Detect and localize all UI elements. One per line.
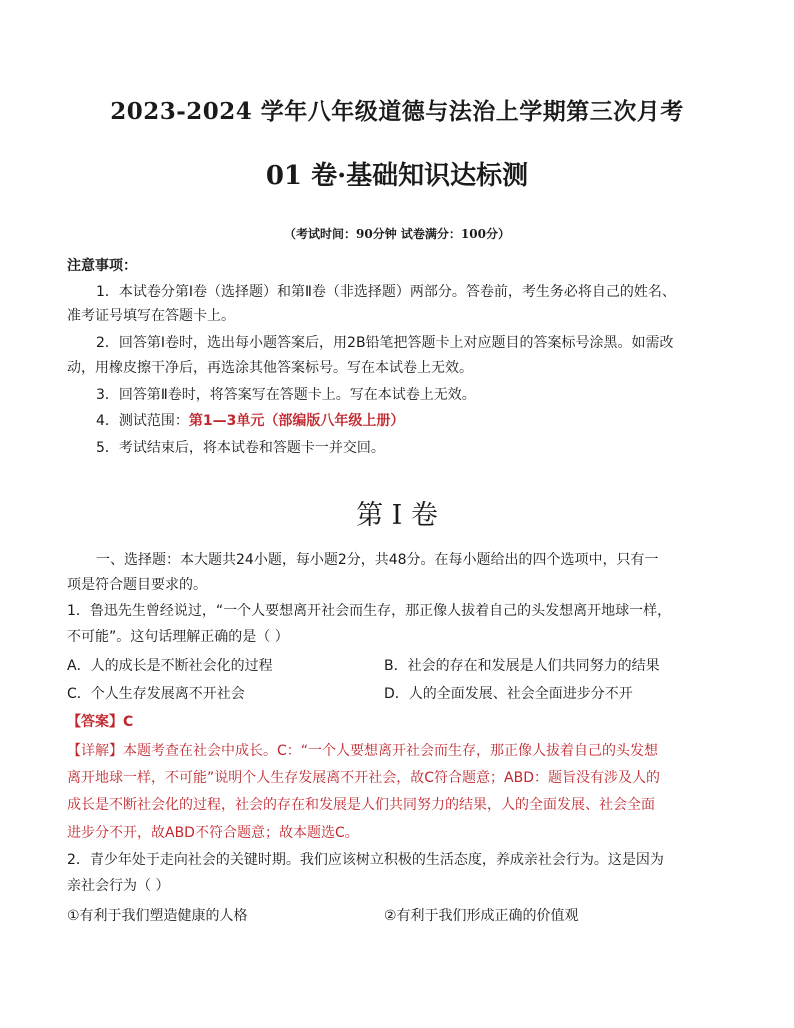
notice-heading: 注意事项： <box>67 258 137 274</box>
notice-item-2-line-2: 动，用橡皮擦干净后，再选涂其他答案标号。写在本试卷上无效。 <box>67 360 473 376</box>
section-title: 第 I 卷 <box>356 500 438 531</box>
notice-item-2-line-1: 2．回答第Ⅰ卷时，选出每小题答案后，用2B铅笔把答题卡上对应题目的答案标号涂黑。如需改 <box>96 335 674 351</box>
q2-stem-line-1: 2．青少年处于走向社会的关键时期。我们应该树立积极的生活态度，养成亲社会行为。这是因为 <box>67 852 664 868</box>
q1-option-b: B．社会的存在和发展是人们共同努力的结果 <box>384 658 660 674</box>
notice-item-3: 3．回答第Ⅱ卷时，将答案写在答题卡上。写在本试卷上无效。 <box>96 387 476 403</box>
notice-item-4 <box>96 407 404 435</box>
q2-option-1: ①有利于我们塑造健康的人格 <box>67 908 248 924</box>
exam-title: 2023-2024 学年八年级道德与法治上学期第三次月考 <box>110 98 684 125</box>
q1-stem-line-2: 不可能”。这句话理解正确的是（ ） <box>67 629 289 645</box>
notice-item-5: 5．考试结束后，将本试卷和答题卡一并交回。 <box>96 440 385 456</box>
notice-item-4-prefix: 4．测试范围： <box>96 413 189 429</box>
part-one-line-2: 项是符合题目要求的。 <box>67 577 207 593</box>
exam-info: （考试时间：90分钟 试卷满分：100分） <box>284 227 510 241</box>
notice-item-1-line-1: 1．本试卷分第Ⅰ卷（选择题）和第Ⅱ卷（非选择题）两部分。答卷前，考生务必将自己的姓名、 <box>96 284 676 300</box>
q1-detail-line-3: 成长是不断社会化的过程，社会的存在和发展是人们共同努力的结果，人的全面发展、社会全面 <box>67 797 655 813</box>
notice-item-1-line-2: 准考证号填写在答题卡上。 <box>67 308 235 324</box>
q1-detail-line-4: 进步分不开，故ABD不符合题意；故本题选C。 <box>67 825 359 841</box>
q1-stem-line-1: 1．鲁迅先生曾经说过，“一个人要想离开社会而生存，那正像人拔着自己的头发想离开地球一样， <box>67 603 672 619</box>
q1-option-c: C．个人生存发展离不开社会 <box>67 686 245 702</box>
q1-detail-line-2: 离开地球一样，不可能”说明个人生存发展离不开社会，故C符合题意；ABD：题旨没有涉及人的 <box>67 770 660 786</box>
test-scope: 第1—3单元（部编版八年级上册） <box>188 413 405 429</box>
q1-detail-line-1: 【详解】本题考查在社会中成长。C：“一个人要想离开社会而生存，那正像人拔着自己的头发想 <box>67 743 659 759</box>
q2-stem-line-2: 亲社会行为（ ） <box>67 878 170 894</box>
q2-option-2: ②有利于我们形成正确的价值观 <box>384 908 579 924</box>
q1-option-d: D．人的全面发展、社会全面进步分不开 <box>384 686 633 702</box>
q1-option-a: A．人的成长是不断社会化的过程 <box>67 658 273 674</box>
exam-subtitle: 01 卷·基础知识达标测 <box>265 161 529 191</box>
q1-answer: 【答案】C <box>67 714 134 730</box>
part-one-line-1: 一、选择题：本大题共24小题，每小题2分，共48分。在每小题给出的四个选项中，只有一 <box>96 552 659 568</box>
